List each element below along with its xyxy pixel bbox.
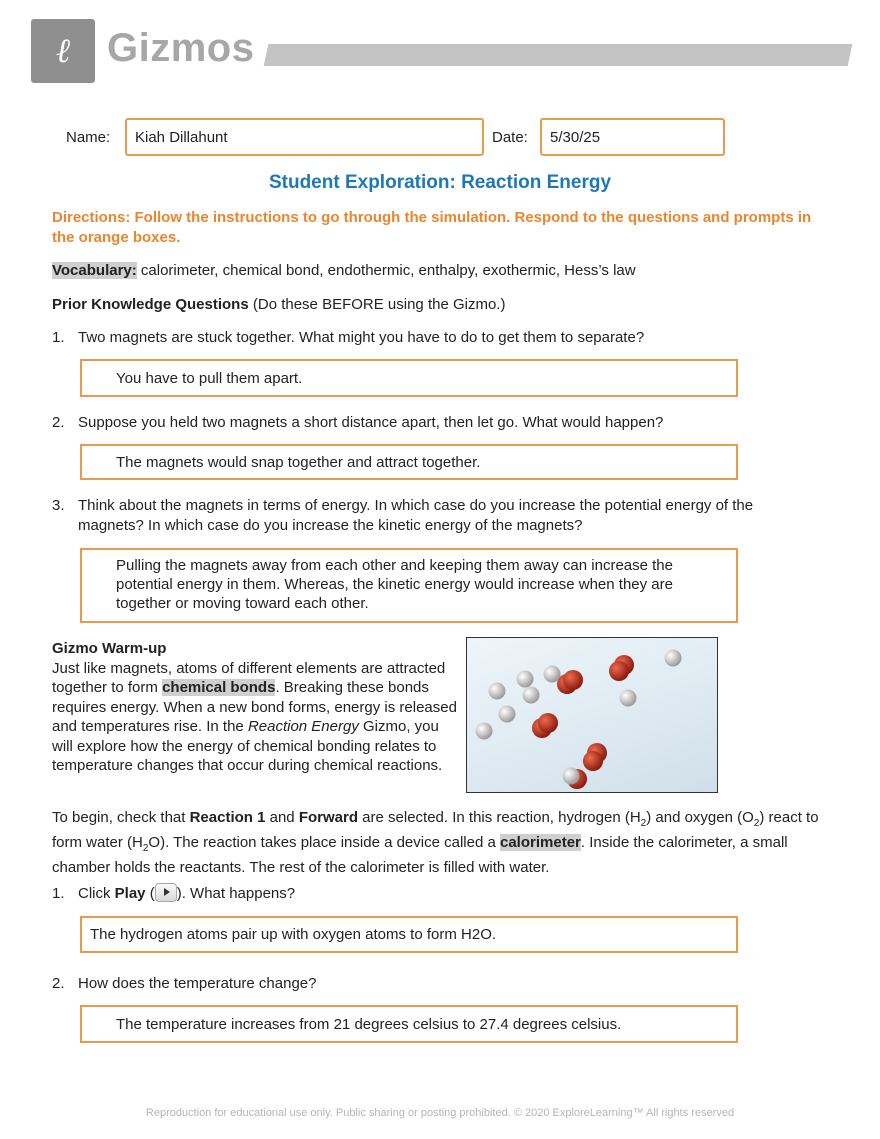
- warmup-text: Just like magnets, atoms of different elements are attracted together to form: [52, 659, 446, 696]
- warmup-section: [52, 639, 462, 776]
- gizmos-logo-icon: [31, 19, 95, 83]
- hydrogen-atom: [517, 671, 534, 688]
- logo-glyph: ℓ: [55, 31, 71, 71]
- page-title: Student Exploration: Reaction Energy: [268, 172, 612, 193]
- play-label: Play: [114, 885, 146, 902]
- hydrogen-atom: [489, 683, 506, 700]
- oxygen-atom: [538, 713, 558, 733]
- brand-name: Gizmos: [107, 26, 255, 70]
- prior-question-3: [52, 496, 822, 536]
- question-number: 3.: [52, 497, 65, 514]
- question-text: Suppose you held two magnets a short distance apart, then let go. What would happen?: [78, 414, 664, 431]
- play-icon: [155, 883, 177, 902]
- subscript: 2: [640, 818, 647, 829]
- name-label: Name:: [66, 129, 111, 146]
- subscript: 2: [142, 843, 149, 854]
- answer-text: The temperature increases from 21 degrees celsius to 27.4 degrees celsius.: [116, 1015, 622, 1033]
- question-number: 1.: [52, 885, 65, 902]
- question-text-part: Click: [78, 885, 115, 902]
- term-chemical-bonds: chemical bonds: [162, 679, 276, 696]
- oxygen-atom: [583, 751, 603, 771]
- intro-text: and: [265, 809, 299, 826]
- directions: Directions: Follow the instructions to go through the simulation. Respond to the questions and prompts in the orange boxes.: [52, 209, 812, 246]
- oxygen-atom: [563, 670, 583, 690]
- hydrogen-atom: [476, 723, 493, 740]
- header-bar: [264, 44, 853, 66]
- activity-question-2: [52, 974, 822, 994]
- prior-knowledge-note: (Do these BEFORE using the Gizmo.): [248, 296, 506, 313]
- date-label: Date:: [492, 129, 528, 146]
- answer-box-prior-1[interactable]: [80, 359, 738, 397]
- date-field[interactable]: [540, 118, 725, 156]
- answer-box-activity-2[interactable]: [80, 1005, 738, 1043]
- warmup-text: Gizmo, you will explore how the energy of chemical bonding relates to temperature changes that occur during chemical reactions.: [52, 718, 443, 774]
- date-value: 5/30/25: [550, 128, 601, 146]
- intro-text: . Inside the calorimeter, a small chamber holds the reactants. The rest of the calorimeter is filled with water.: [52, 834, 788, 876]
- question-text-part: ). What happens?: [176, 885, 296, 902]
- hydrogen-atom: [620, 690, 637, 707]
- term-calorimeter: calorimeter: [500, 834, 581, 851]
- hydrogen-atom: [563, 768, 580, 785]
- question-text: How does the temperature change?: [78, 975, 317, 992]
- hydrogen-atom: [499, 706, 516, 723]
- answer-text: You have to pull them apart.: [116, 369, 303, 387]
- gizmo-name: Reaction Energy: [247, 718, 359, 735]
- answer-text: The hydrogen atoms pair up with oxygen atoms to form H2O.: [90, 926, 497, 943]
- intro-text: O). The reaction takes place inside a device called a: [148, 834, 500, 851]
- forward-label: Forward: [298, 809, 359, 826]
- answer-text: Pulling the magnets away from each other and keeping them away can increase the potential energy in them. Whereas, the kinetic energy would increase when they are together or moving toward each other.: [116, 557, 673, 612]
- intro-paragraph: [52, 808, 822, 877]
- reaction-1-label: Reaction 1: [189, 809, 266, 826]
- warmup-text: . Breaking these bonds requires energy. When a new bond forms, energy is released and temperatures rise. In the: [52, 679, 457, 735]
- prior-question-1: [52, 328, 822, 348]
- vocabulary-label: Vocabulary:: [52, 262, 137, 279]
- intro-text: ) and oxygen (O: [646, 809, 754, 826]
- warmup-heading: Gizmo Warm-up: [52, 640, 167, 657]
- activity-question-1: [52, 884, 822, 904]
- prior-question-2: [52, 413, 822, 433]
- molecules-svg: [467, 638, 717, 792]
- question-number: 2.: [52, 414, 65, 431]
- reaction-molecules-image: [466, 637, 718, 793]
- prior-knowledge-heading: Prior Knowledge Questions: [52, 296, 249, 313]
- copyright-footer: Reproduction for educational use only. Public sharing or posting prohibited. © 2020 ExploreLearning™ All rights reserved: [145, 1107, 735, 1119]
- name-value: Kiah Dillahunt: [135, 128, 228, 146]
- question-text-part: (: [145, 885, 155, 902]
- hydrogen-atom: [544, 666, 561, 683]
- intro-text: ) react to form water (H: [52, 809, 819, 851]
- answer-box-activity-1[interactable]: [80, 916, 738, 953]
- question-number: 2.: [52, 975, 65, 992]
- question-number: 1.: [52, 329, 65, 346]
- question-text: Two magnets are stuck together. What might you have to do to get them to separate?: [78, 329, 645, 346]
- prior-knowledge-heading-line: [52, 295, 505, 314]
- oxygen-atom: [609, 661, 629, 681]
- name-field[interactable]: [125, 118, 484, 156]
- subscript: 2: [753, 818, 760, 829]
- answer-box-prior-3[interactable]: [80, 548, 738, 623]
- answer-box-prior-2[interactable]: [80, 444, 738, 480]
- hydrogen-atom: [665, 650, 682, 667]
- question-text: [78, 884, 822, 904]
- vocabulary-terms: calorimeter, chemical bond, endothermic, enthalpy, exothermic, Hess’s law: [136, 262, 636, 279]
- hydrogen-atom: [523, 687, 540, 704]
- intro-text: are selected. In this reaction, hydrogen (H: [358, 809, 641, 826]
- answer-text: The magnets would snap together and attract together.: [116, 453, 481, 471]
- vocabulary-line: [52, 261, 636, 280]
- question-text: Think about the magnets in terms of energy. In which case do you increase the potential energy of the magnets? In which case do you increase the kinetic energy of the magnets?: [78, 497, 754, 534]
- intro-text: To begin, check that: [52, 809, 190, 826]
